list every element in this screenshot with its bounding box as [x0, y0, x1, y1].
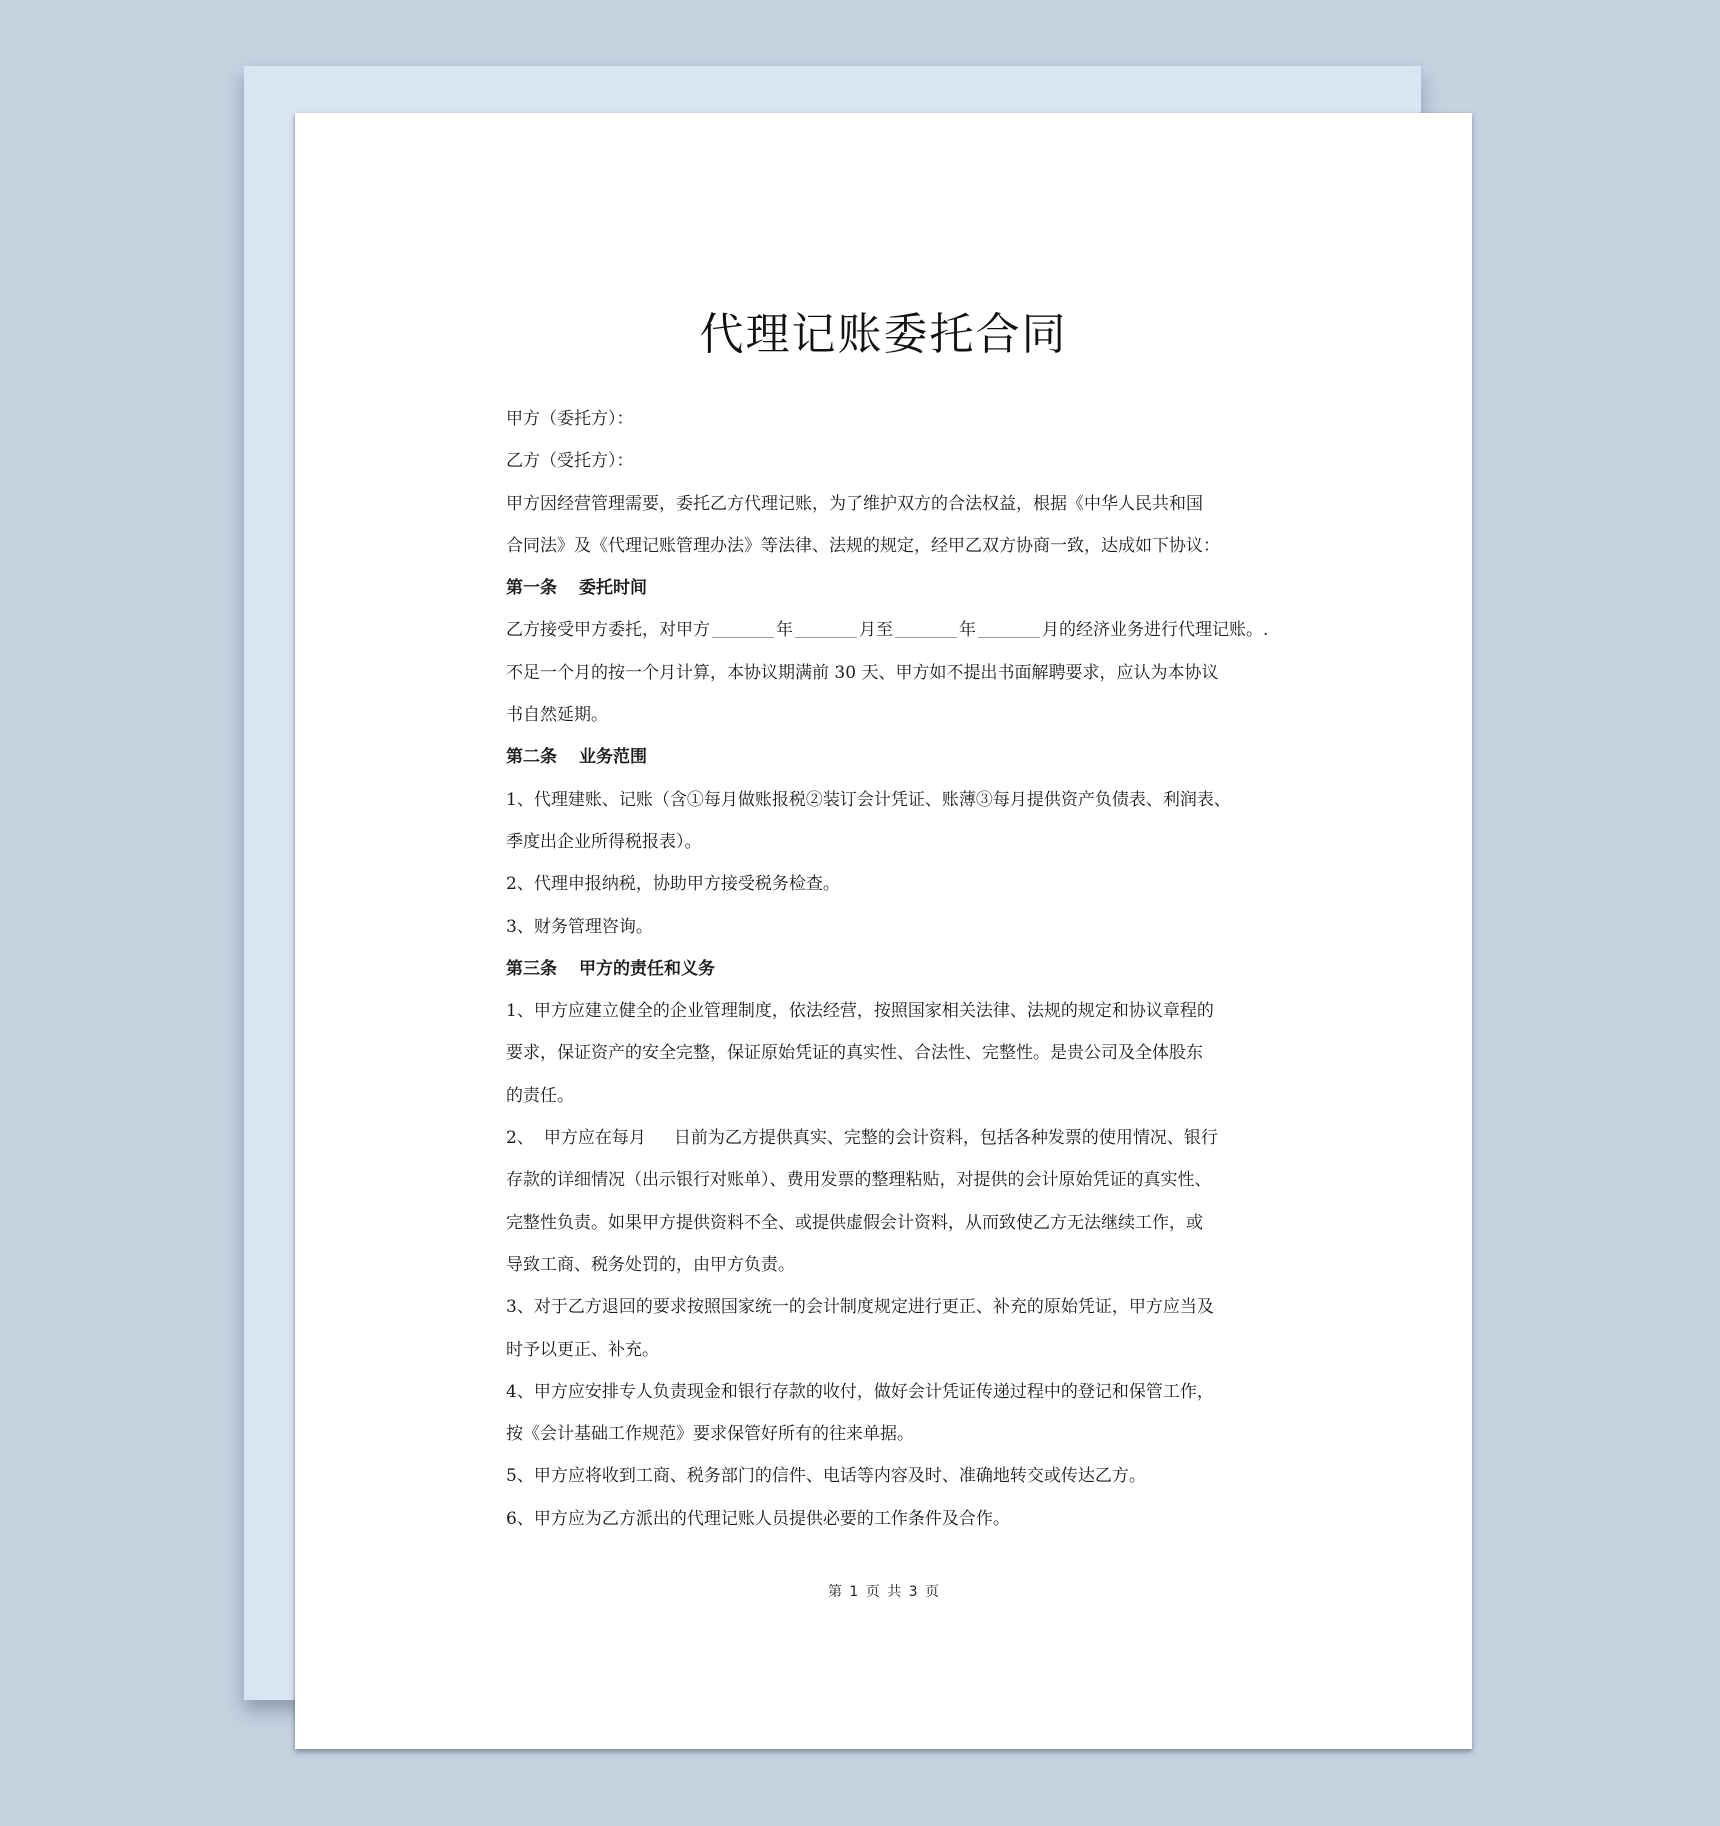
body-line: 1、代理建账、记账（含①每月做账报税②装订会计凭证、账薄③每月提供资产负债表、利润表、 — [506, 789, 1231, 810]
preamble-line: 合同法》及《代理记账管理办法》等法律、法规的规定，经甲乙双方协商一致，达成如下协议： — [506, 535, 1220, 556]
article-title: 业务范围 — [579, 747, 647, 768]
article-3-heading — [506, 948, 1296, 990]
blank-end-year-field[interactable] — [895, 636, 957, 638]
article-title: 委托时间 — [579, 578, 647, 599]
party-b-line: 乙方（受托方）： — [506, 451, 634, 472]
term-prefix: 乙方接受甲方委托，对甲方 — [506, 620, 710, 641]
article-number: 第三条 — [506, 958, 557, 979]
item-text: 甲方应在每月 — [543, 1128, 646, 1149]
blank-start-month-field[interactable] — [795, 636, 857, 638]
blank-start-year-field[interactable] — [712, 636, 774, 638]
body-line: 不足一个月的按一个月计算，本协议期满前 30 天、甲方如不提出书面解聘要求，应认为本协议 — [506, 662, 1219, 683]
body-line: 书自然延期。 — [506, 705, 608, 726]
page-number-footer: 第 1 页 共 3 页 — [827, 1584, 940, 1600]
body-line: 按《会计基础工作规范》要求保管好所有的往来单据。 — [506, 1424, 914, 1445]
article-number: 第二条 — [506, 747, 557, 768]
body-line: 2、代理申报纳税，协助甲方接受税务检查。 — [506, 874, 840, 895]
body-line: 1、甲方应建立健全的企业管理制度，依法经营，按照国家相关法律、法规的规定和协议章程的 — [506, 1001, 1214, 1022]
body-line: 季度出企业所得税报表）。 — [506, 831, 702, 852]
item-number: 2、 — [506, 1128, 534, 1149]
article-2-heading — [506, 736, 1296, 778]
year-label: 年 — [776, 620, 793, 641]
body-line: 5、甲方应将收到工商、税务部门的信件、电话等内容及时、准确地转交或传达乙方。 — [506, 1466, 1146, 1487]
body-line: 导致工商、税务处罚的，由甲方负责。 — [506, 1254, 795, 1275]
item-text: 日前为乙方提供真实、完整的会计资料，包括各种发票的使用情况、银行 — [673, 1128, 1218, 1149]
article-title: 甲方的责任和义务 — [579, 958, 715, 979]
blank-end-month-field[interactable] — [978, 636, 1040, 638]
body-line: 要求，保证资产的安全完整，保证原始凭证的真实性、合法性、完整性。是贵公司及全体股东 — [506, 1043, 1203, 1064]
article-1-heading — [506, 567, 1296, 609]
year-label: 年 — [959, 620, 976, 641]
document-body — [506, 398, 1296, 1540]
party-a-line: 甲方（委托方）： — [506, 409, 634, 429]
term-suffix: 月的经济业务进行代理记账。. — [1042, 620, 1269, 641]
article-3-item-2-line — [506, 1117, 1296, 1159]
body-line: 存款的详细情况（出示银行对账单）、费用发票的整理粘贴，对提供的会计原始凭证的真实性、 — [506, 1170, 1212, 1191]
month-to-label: 月至 — [859, 620, 893, 641]
body-line: 3、财务管理咨询。 — [506, 916, 653, 937]
body-line: 的责任。 — [506, 1085, 574, 1106]
document-page — [295, 113, 1472, 1749]
body-line: 完整性负责。如果甲方提供资料不全、或提供虚假会计资料，从而致使乙方无法继续工作，或 — [506, 1212, 1203, 1233]
body-line: 时予以更正、补充。 — [506, 1339, 659, 1360]
document-title: 代理记账委托合同 — [699, 309, 1068, 360]
body-line: 4、甲方应安排专人负责现金和银行存款的收付，做好会计凭证传递过程中的登记和保管工作， — [506, 1381, 1214, 1402]
preamble-line: 甲方因经营管理需要，委托乙方代理记账，为了维护双方的合法权益，根据《中华人民共和国 — [506, 493, 1203, 514]
body-line: 6、甲方应为乙方派出的代理记账人员提供必要的工作条件及合作。 — [506, 1508, 1010, 1529]
body-line: 3、对于乙方退回的要求按照国家统一的会计制度规定进行更正、补充的原始凭证，甲方应当及 — [506, 1297, 1214, 1318]
article-number: 第一条 — [506, 578, 557, 599]
article-1-term-line — [506, 609, 1296, 651]
